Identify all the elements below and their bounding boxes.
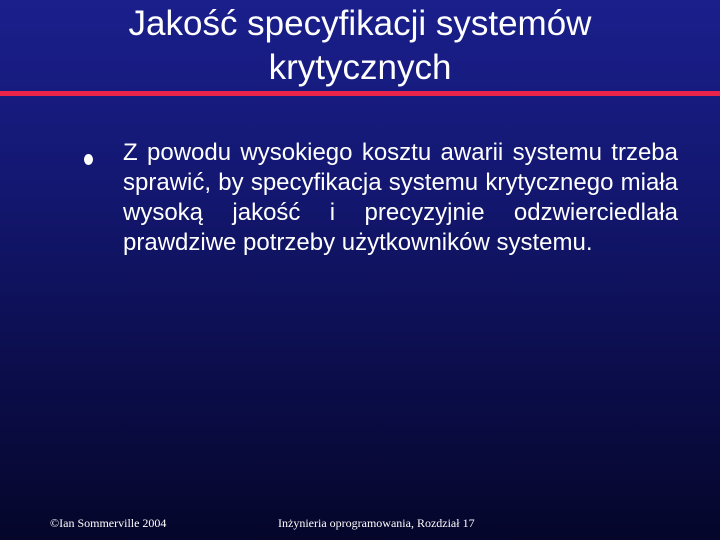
slide-title	[0, 2, 720, 90]
title-divider	[0, 91, 720, 96]
footer-chapter: Inżynieria oprogramowania, Rozdział 17	[278, 516, 475, 530]
slide-title-line-2: krytycznych	[268, 48, 452, 87]
bullet-text: Z powodu wysokiego kosztu awarii systemu trzeba sprawić, by specyfikacja systemu krytycznego miała wysoką jakość i precyzyjnie odzwierciedlała prawdziwe potrzeby użytkowników systemu.	[123, 139, 678, 256]
slide-title-line-1: Jakość specyfikacji systemów	[128, 4, 592, 43]
bullet-icon	[84, 154, 93, 165]
footer-copyright: ©Ian Sommerville 2004	[50, 516, 167, 530]
